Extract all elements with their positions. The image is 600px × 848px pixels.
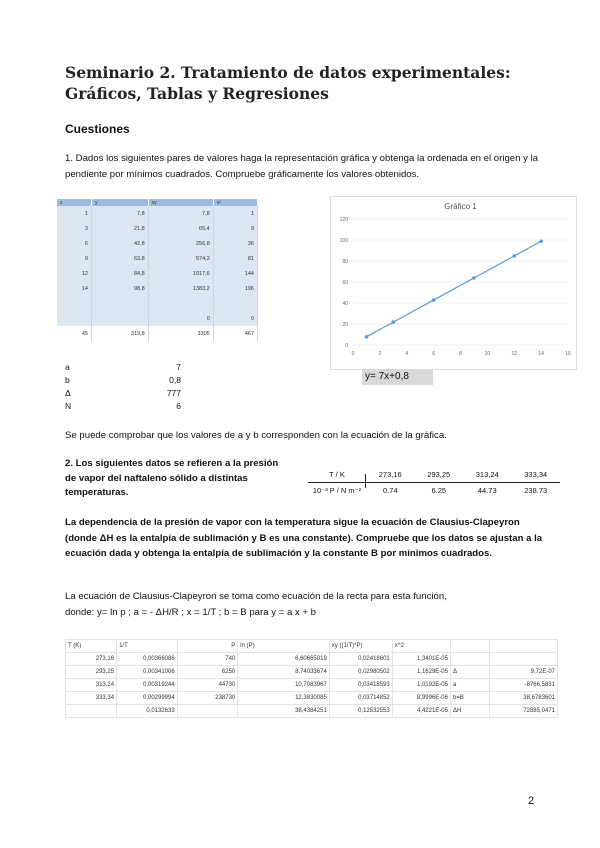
table-cell: 6 — [57, 236, 91, 251]
table-row — [57, 236, 258, 251]
table-cell: 3305 — [148, 326, 213, 341]
table-cell: 12,3830085 — [238, 692, 330, 705]
table-cell: 0.74 — [382, 486, 398, 495]
question-1-text: 1. Dados los siguientes pares de valores haga la representación gráfica y obtenga la ordenada en el origen y la pendiente por mínimos cuadrados. Compruebe gráficamente los valores obtenidos. — [65, 153, 539, 180]
table-row — [66, 692, 558, 705]
table-cell: 8,9996E-06 — [392, 692, 450, 705]
data-point — [472, 276, 476, 280]
table-cell: 0,00319244 — [117, 679, 178, 692]
table-cell: 1,3401E-05 — [392, 653, 450, 666]
table-cell: 256,8 — [148, 236, 213, 251]
temperature-row — [308, 467, 560, 483]
y-tick-label: 40 — [342, 301, 348, 307]
table-cell — [91, 311, 148, 326]
table-cell: 98,8 — [91, 281, 148, 296]
table-cell — [91, 296, 148, 311]
table-totals-row — [57, 326, 258, 341]
param-label: Δ — [65, 387, 71, 398]
table-cell: 333,34 — [66, 692, 117, 705]
table-cell: 42,8 — [91, 236, 148, 251]
table-cell: 65,4 — [148, 221, 213, 236]
table-cell — [450, 653, 489, 666]
row-label: 10⁻³ P / N m⁻² — [312, 486, 362, 495]
table-cell: 144 — [213, 266, 257, 281]
table-cell: 4,4221E-05 — [392, 705, 450, 718]
table-header-row — [66, 640, 558, 653]
page-number: 2 — [528, 795, 535, 807]
table-cell: 14 — [57, 281, 91, 296]
table-cell: 293,25 — [415, 467, 464, 483]
table-cell: 0,0132633 — [117, 705, 178, 718]
table-header-cell: x — [57, 199, 91, 206]
table-cell — [213, 296, 257, 311]
table-cell: ΔH — [450, 705, 489, 718]
param-label: a — [65, 361, 70, 372]
table-cell — [148, 296, 213, 311]
row-label: T / K — [308, 467, 366, 483]
table-cell — [490, 653, 558, 666]
table-cell: 45 — [57, 326, 91, 341]
table-cell: 38,6783601 — [490, 692, 558, 705]
table-cell: 467 — [213, 326, 257, 341]
equation-line-2: donde: y= ln p ; a = - ΔH/R ; x = 1/T ; b = B para y = a x + b — [65, 607, 317, 618]
regression-equation: y= 7x+0,8 — [362, 369, 433, 385]
table-cell: 63,8 — [91, 251, 148, 266]
data-point — [392, 320, 396, 324]
table-header-cell — [490, 640, 558, 653]
x-tick-label: 16 — [565, 351, 571, 357]
param-row — [65, 360, 181, 373]
y-tick-label: 120 — [339, 217, 348, 223]
table-cell: 3 — [57, 221, 91, 236]
table-cell: -8766,5831 — [490, 679, 558, 692]
table-cell — [57, 311, 91, 326]
x-tick-label: 14 — [538, 351, 544, 357]
table-cell: 238.73 — [524, 486, 548, 495]
table-cell: 0,00366086 — [117, 653, 178, 666]
x-tick-label: 10 — [484, 351, 491, 357]
table-cell: 740 — [177, 653, 238, 666]
table-cell: 293,25 — [66, 666, 117, 679]
param-value: 0,8 — [169, 374, 181, 385]
section-heading: Cuestiones — [65, 122, 130, 136]
data-point — [512, 254, 516, 258]
question-2-text: 2. Los siguientes datos se refieren a la presión de vapor del naftaleno sólido a distintas temperaturas. — [65, 458, 279, 498]
table-cell: 6,60665019 — [238, 653, 330, 666]
x-tick-label: 8 — [459, 351, 462, 357]
table-cell: 319,8 — [91, 326, 148, 341]
table-cell: 9 — [57, 251, 91, 266]
table-row — [57, 251, 258, 266]
table-cell: 238730 — [177, 692, 238, 705]
vapor-pressure-table — [308, 467, 560, 498]
param-label: N — [65, 400, 72, 411]
table-cell: 313,24 — [66, 679, 117, 692]
parameters-table — [65, 360, 181, 412]
table-cell: 0,00341006 — [117, 666, 178, 679]
table-cell: 44730 — [177, 679, 238, 692]
table-cell — [57, 296, 91, 311]
equation-line-1: La ecuación de Clausius-Clapeyron se toma como ecuación de la recta para esta función, — [65, 591, 447, 602]
table-row — [66, 705, 558, 718]
table-row — [57, 206, 258, 221]
table-row — [66, 666, 558, 679]
table-row — [57, 296, 258, 311]
y-tick-label: 0 — [345, 343, 348, 349]
param-row — [65, 399, 181, 412]
chart-title: Gráfico 1 — [444, 202, 477, 211]
table-cell: 1 — [57, 206, 91, 221]
x-tick-label: 2 — [378, 351, 382, 357]
table-cell: 333,34 — [512, 467, 561, 483]
table-cell: 7,8 — [91, 206, 148, 221]
table-cell: 9 — [213, 221, 257, 236]
table-cell: 1,1629E-05 — [392, 666, 450, 679]
table-cell: a — [450, 679, 489, 692]
x-tick-label: 4 — [405, 351, 409, 357]
table-cell: 196 — [213, 281, 257, 296]
table-cell: 0,03714852 — [329, 692, 392, 705]
data-point — [539, 239, 543, 243]
table-cell: b=B — [450, 692, 489, 705]
y-tick-label: 20 — [342, 322, 348, 328]
x-tick-label: 6 — [432, 351, 436, 357]
param-value: 777 — [166, 387, 181, 398]
table-header-cell — [450, 640, 489, 653]
y-tick-label: 80 — [342, 259, 348, 265]
param-row — [65, 386, 181, 399]
line-chart — [331, 197, 576, 369]
table-cell: 0,03418593 — [329, 679, 392, 692]
table-header-cell: xy — [148, 199, 213, 206]
table-row — [66, 679, 558, 692]
table-row — [57, 281, 258, 296]
table-cell: 72885,0471 — [490, 705, 558, 718]
table-cell: 0,12532553 — [329, 705, 392, 718]
table-divider — [365, 474, 366, 488]
param-value: 7 — [176, 361, 181, 372]
x-tick-label: 0 — [351, 351, 355, 357]
table-header-cell: 1/T — [117, 640, 178, 653]
clausius-clapeyron-statement: La dependencia de la presión de vapor con la temperatura sigue la ecuación de Clausius-Clapeyron (donde ΔH es la entalpía de sublimación y B es una constante). Compruebe que los datos se ajustan a la ecuación dada y obtenga la entalpía de sublimación y la constante B por mínimos cuadrados. — [65, 517, 543, 559]
table-cell: 273,16 — [366, 467, 415, 483]
table-cell: Δ — [450, 666, 489, 679]
pressure-row — [308, 483, 560, 499]
table-header-cell: T (K) — [66, 640, 117, 653]
x-tick-label: 12 — [511, 351, 518, 357]
param-label: b — [65, 374, 70, 385]
table-cell — [66, 705, 117, 718]
chart-container — [330, 196, 577, 370]
table-header-cell: x^2 — [392, 640, 450, 653]
table-cell: 10,7083967 — [238, 679, 330, 692]
table-cell: 6250 — [177, 666, 238, 679]
table-row — [57, 266, 258, 281]
table-cell: 1,0192E-05 — [392, 679, 450, 692]
table-cell: 1017,6 — [148, 266, 213, 281]
table-header-cell: x² — [213, 199, 257, 206]
table-cell: 12 — [57, 266, 91, 281]
y-tick-label: 100 — [339, 238, 348, 244]
table-cell: 574,2 — [148, 251, 213, 266]
table-cell: 81 — [213, 251, 257, 266]
table-row — [66, 653, 558, 666]
table-header-row — [57, 199, 258, 206]
table-cell: 0 — [148, 311, 213, 326]
table-cell: 0 — [213, 311, 257, 326]
table-header-cell: ln (P) — [238, 640, 330, 653]
page-title: Seminario 2. Tratamiento de datos experimentales: Gráficos, Tablas y Regresiones — [65, 63, 511, 103]
table-cell: 273,16 — [66, 653, 117, 666]
least-squares-table — [57, 199, 258, 341]
table-cell: 21,8 — [91, 221, 148, 236]
table-cell: 313,24 — [463, 467, 512, 483]
table-cell: 6.25 — [431, 486, 447, 495]
table-cell — [177, 705, 238, 718]
y-tick-label: 60 — [342, 280, 348, 286]
table-cell: 84,8 — [91, 266, 148, 281]
table-cell: 7,8 — [148, 206, 213, 221]
table-row — [57, 311, 258, 326]
param-row — [65, 373, 181, 386]
table-row — [57, 221, 258, 236]
table-cell: 9,72E-07 — [490, 666, 558, 679]
clausius-clapeyron-table — [65, 639, 558, 718]
table-cell: 0,02418601 — [329, 653, 392, 666]
data-point — [432, 298, 436, 302]
table-cell: 0,02980502 — [329, 666, 392, 679]
table-header-cell: P — [177, 640, 238, 653]
table-cell: 0,00299994 — [117, 692, 178, 705]
table-cell: 38,4384251 — [238, 705, 330, 718]
check-text: Se puede comprobar que los valores de a y b corresponden con la ecuación de la gráfica. — [65, 430, 447, 441]
table-cell: 44.73 — [477, 486, 497, 495]
table-header-cell: y — [91, 199, 148, 206]
table-cell: 1 — [213, 206, 257, 221]
table-cell: 36 — [213, 236, 257, 251]
table-cell: 1383,2 — [148, 281, 213, 296]
table-cell: 8,74033674 — [238, 666, 330, 679]
param-value: 6 — [176, 400, 181, 411]
table-header-cell: xy ((1/T)*P) — [329, 640, 392, 653]
data-point — [365, 335, 369, 339]
